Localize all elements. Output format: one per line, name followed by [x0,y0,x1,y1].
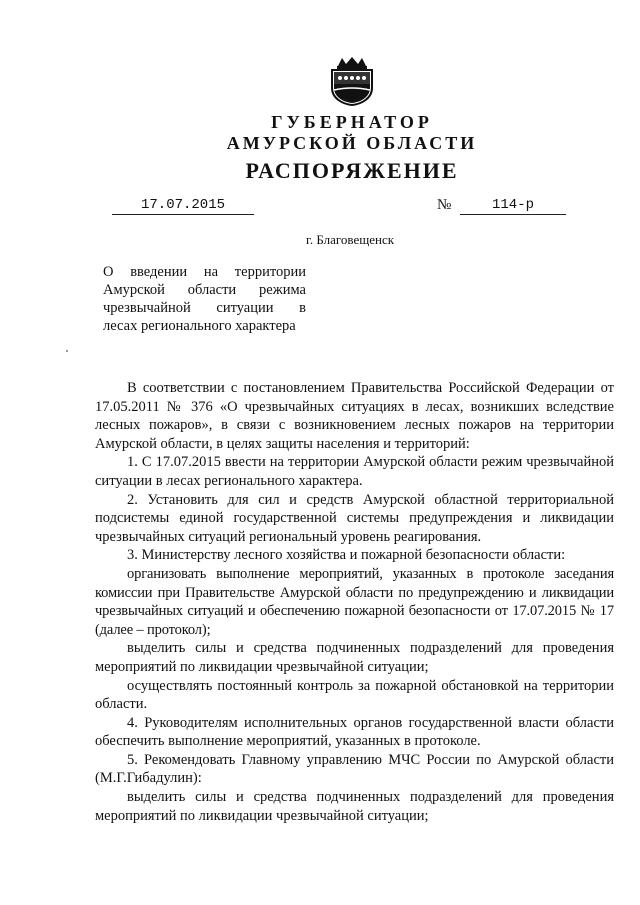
scan-speck [66,350,68,352]
document-subject [103,263,306,335]
clause-2: 2. Установить для сил и средств Амурской областной территориальной подсистемы единой государственной системы предупреждения и ликвидации чрезвычайных ситуаций региональный уровень реагирования. [95,491,614,545]
document-number: 114-р [460,196,566,215]
number-label: № [437,197,452,213]
subject-line: О введении на территории [103,264,306,280]
clause-5-item-allocate: выделить силы и средства подчиненных подразделений для проведения мероприятий по ликвидации чрезвычайной ситуации; [95,789,614,824]
document-body [95,379,614,825]
clause-4: 4. Руководителям исполнительных органов государственной власти области обеспечить выполнение мероприятий, указанных в протоколе. [95,714,614,750]
city-line: г. Благовещенск [305,232,395,247]
clause-5: 5. Рекомендовать Главному управлению МЧС России по Амурской области (М.Г.Гибадулин): [95,751,614,787]
clause-1: 1. С 17.07.2015 ввести на территории Амурской области режим чрезвычайной ситуации в лесах регионального характера. [95,454,614,489]
governor-title: ГУБЕРНАТОР [271,112,433,132]
coat-of-arms-emblem [328,56,376,106]
region-title: АМУРСКОЙ ОБЛАСТИ [226,133,478,153]
clause-3-item-allocate: выделить силы и средства подчиненных подразделений для проведения мероприятий по ликвидации чрезвычайной ситуации; [95,640,614,675]
subject-line: чрезвычайной ситуации в [103,300,306,316]
clause-3-item-monitor: осуществлять постоянный контроль за пожарной обстановкой на территории области. [95,677,614,713]
preamble-paragraph: В соответствии с постановлением Правительства Российской Федерации от 17.05.2011 № 376 «О чрезвычайных ситуациях в лесах, возникших вследствие лесных пожаров», в связи с возникновением лесных пожаров на территории Амурской области, в целях защиты населения и территорий: [95,380,614,452]
clause-3: 3. Министерству лесного хозяйства и пожарной безопасности области: [127,547,566,564]
clause-3-item-organize: организовать выполнение мероприятий, указанных в протоколе заседания комиссии при Правительстве Амурской области по предупреждению и ликвидации чрезвычайных ситуаций и обеспечению пожарной безопасности от 17.07.2015 № 17 (далее – протокол); [95,565,614,638]
subject-line: лесах регионального характера [103,318,296,334]
document-type-title: РАСПОРЯЖЕНИЕ [245,158,459,183]
subject-line: Амурской области режима [103,282,306,298]
document-date: 17.07.2015 [112,196,254,215]
